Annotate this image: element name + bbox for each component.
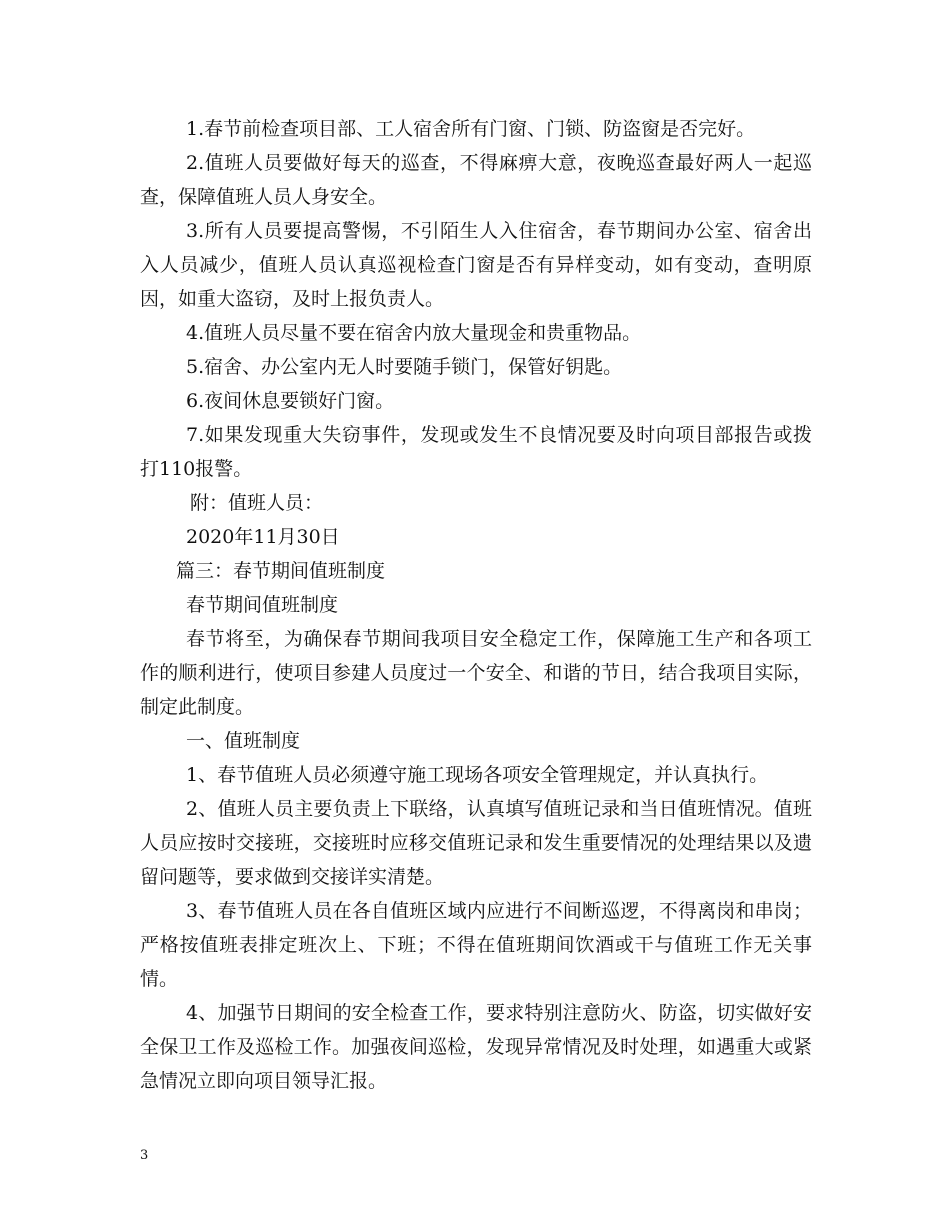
- document-date: 2020年11月30日: [186, 526, 340, 548]
- paragraph-rule-5: 5.宿舍、办公室内无人时要随手锁门，保管好钥匙。: [186, 356, 623, 378]
- paragraph-rule-7: 7.如果发现重大失窃事件，发现或发生不良情况要及时向项目部报告或拨打110报警。: [140, 424, 812, 480]
- paragraph-rule-2: 2.值班人员要做好每天的巡查，不得麻痹大意，夜晚巡查最好两人一起巡查，保障值班人员人身安全。: [140, 152, 812, 208]
- subsection-heading: 一、值班制度: [186, 730, 301, 752]
- duty-rule-4: 4、加强节日期间的安全检查工作，要求特别注意防火、防盗，切实做好安全保卫工作及巡检工作。加强夜间巡检，发现异常情况及时处理，如遇重大或紧急情况立即向项目领导汇报。: [140, 1002, 812, 1092]
- section-heading: 篇三：春节期间值班制度: [176, 560, 386, 582]
- duty-rule-3: 3、春节值班人员在各自值班区域内应进行不间断巡逻，不得离岗和串岗；严格按值班表排定班次上、下班；不得在值班期间饮酒或干与值班工作无关事情。: [140, 900, 812, 990]
- section-title: 春节期间值班制度: [186, 594, 339, 616]
- document-body: [140, 112, 812, 1098]
- page-number: 3: [140, 1148, 149, 1163]
- paragraph-rule-4: 4.值班人员尽量不要在宿舍内放大量现金和贵重物品。: [186, 322, 642, 344]
- paragraph-rule-3: 3.所有人员要提高警惕，不引陌生人入住宿舍，春节期间办公室、宿舍出入人员减少，值班人员认真巡视检查门窗是否有异样变动，如有变动，查明原因，如重大盗窃，及时上报负责人。: [140, 220, 812, 310]
- duty-rule-2: 2、值班人员主要负责上下联络，认真填写值班记录和当日值班情况。值班人员应按时交接班，交接班时应移交值班记录和发生重要情况的处理结果以及遗留问题等，要求做到交接详实清楚。: [140, 798, 812, 888]
- paragraph-rule-1: 1.春节前检查项目部、工人宿舍所有门窗、门锁、防盗窗是否完好。: [186, 118, 756, 140]
- attachment-duty-staff: 附：值班人员：: [190, 492, 324, 514]
- intro-paragraph: 春节将至，为确保春节期间我项目安全稳定工作，保障施工生产和各项工作的顺利进行，使项目参建人员度过一个安全、和谐的节日，结合我项目实际，制定此制度。: [140, 628, 812, 718]
- duty-rule-1: 1、春节值班人员必须遵守施工现场各项安全管理规定，并认真执行。: [186, 764, 769, 786]
- paragraph-rule-6: 6.夜间休息要锁好门窗。: [186, 390, 395, 412]
